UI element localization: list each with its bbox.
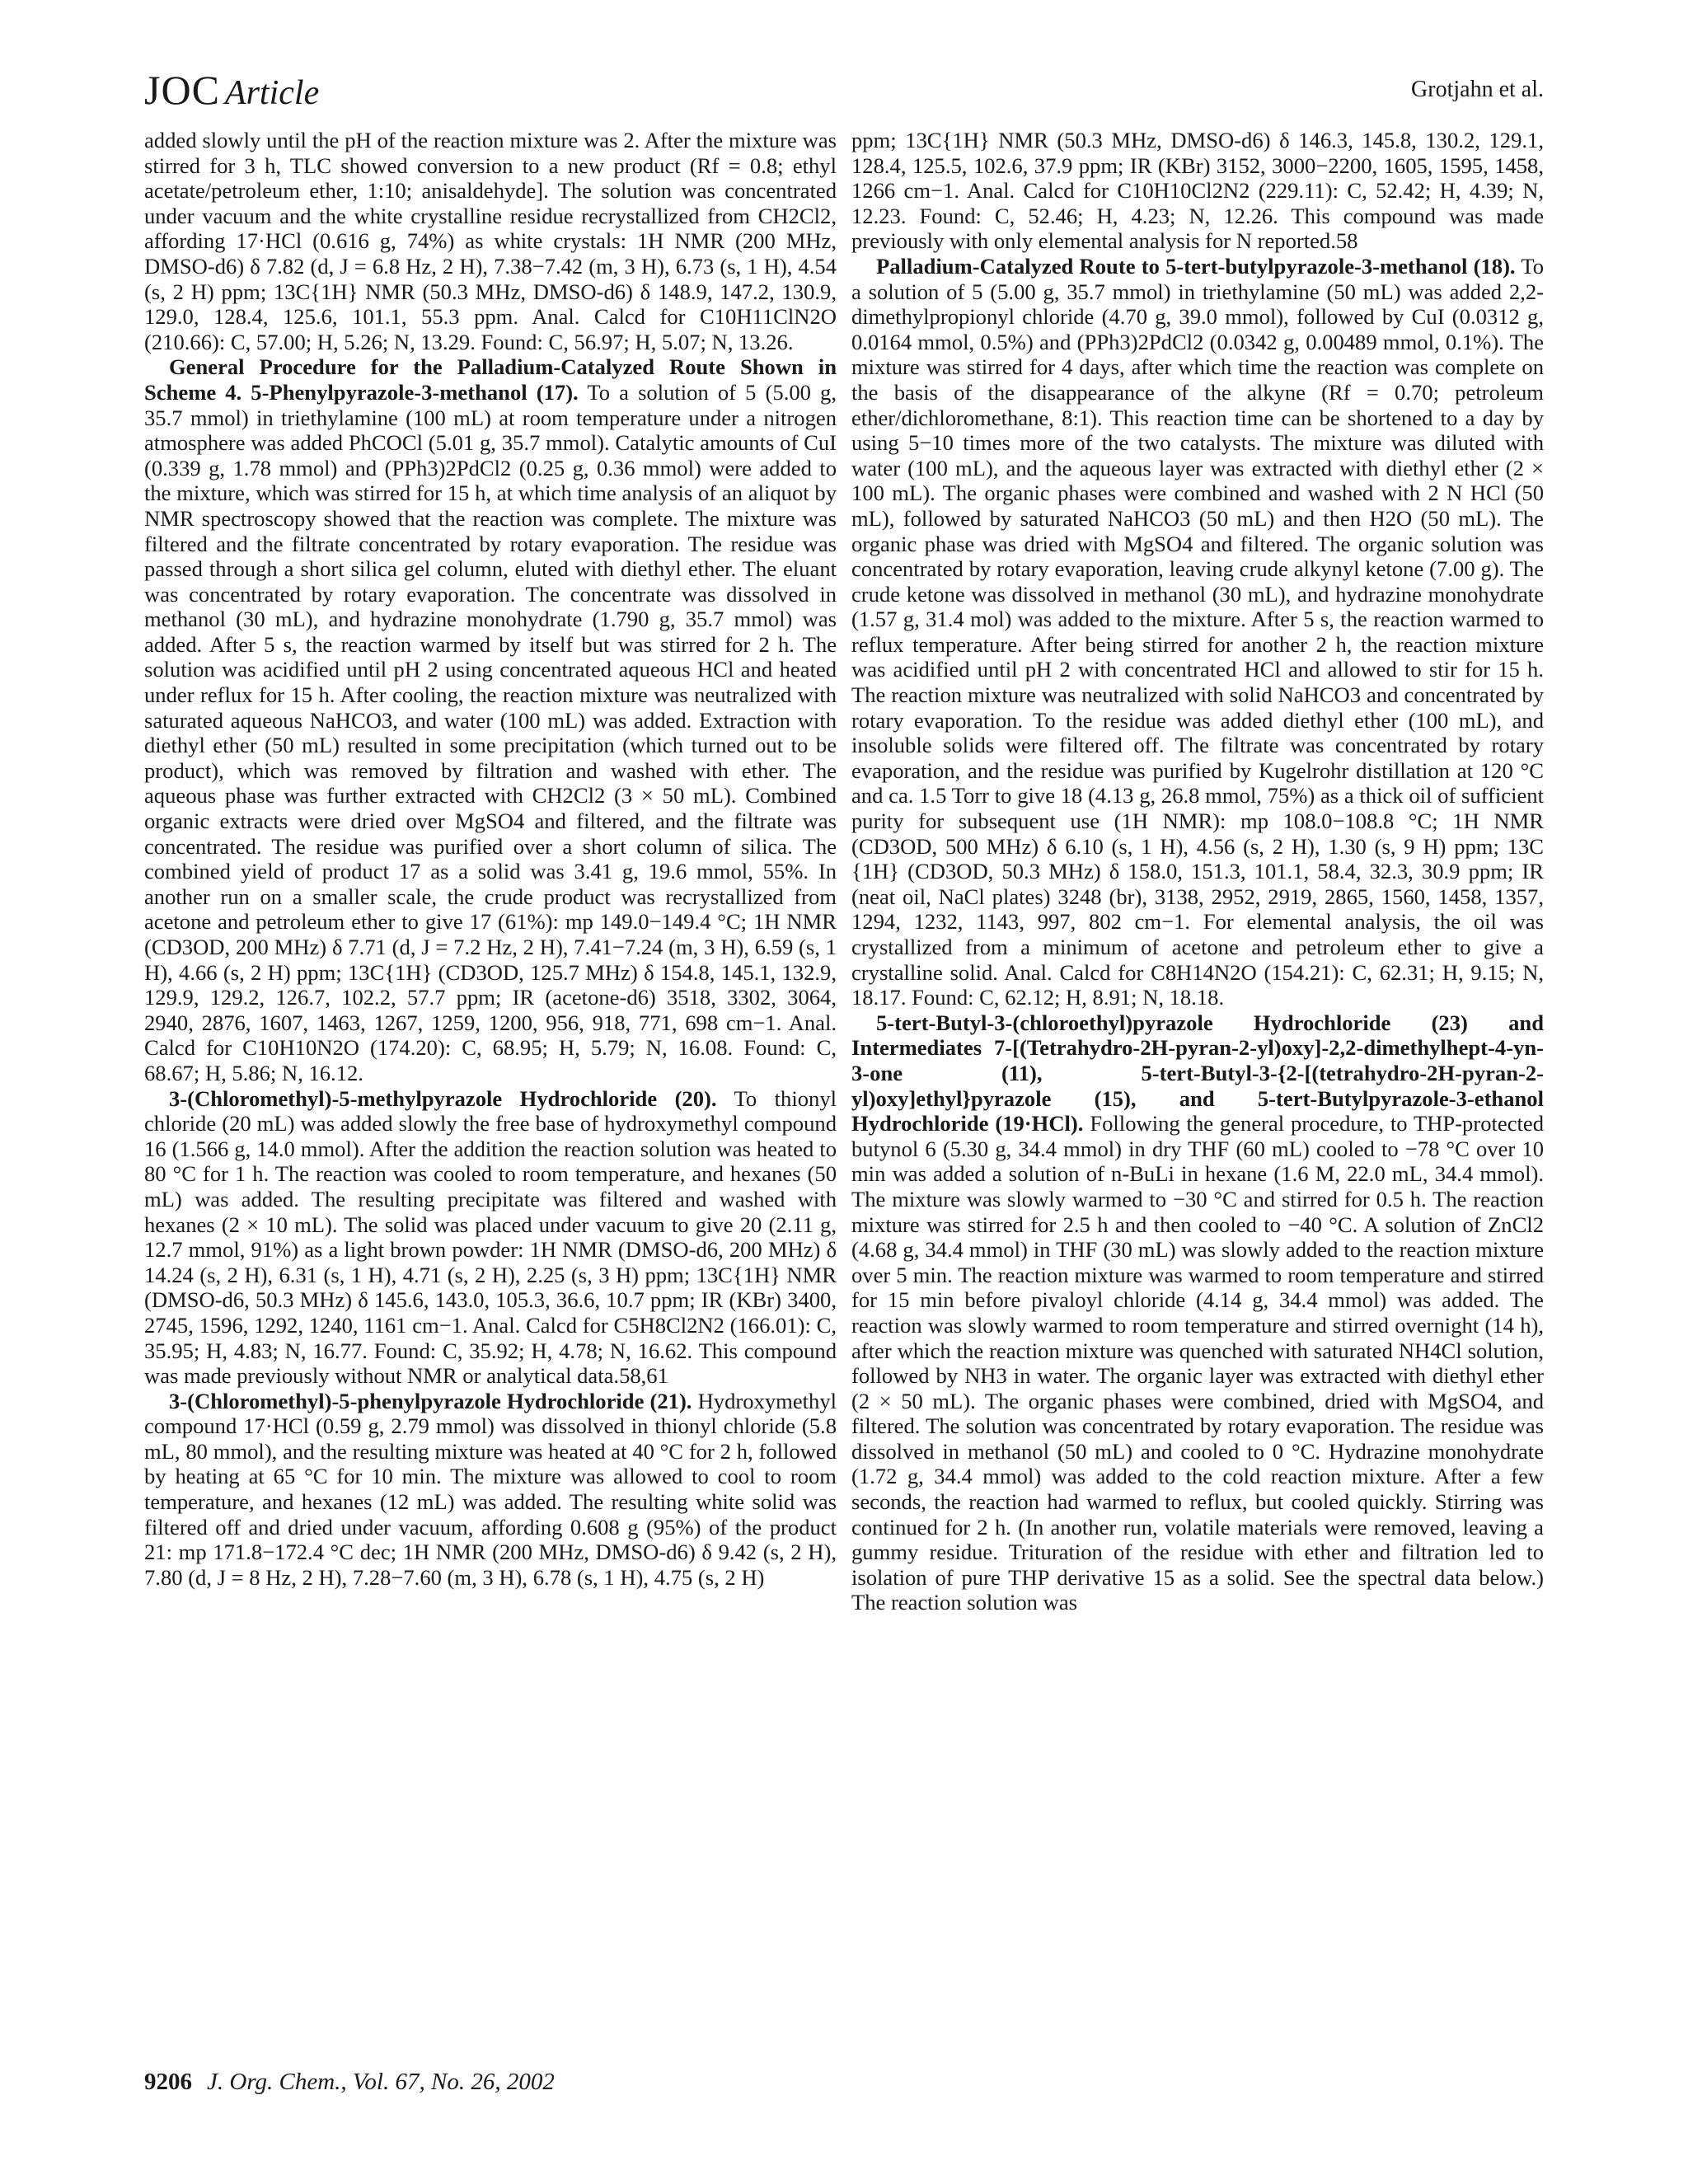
journal-header xyxy=(144,66,319,114)
page-footer xyxy=(144,2069,555,2096)
paragraph-compound-23 xyxy=(851,1010,1544,1615)
paragraph-heading: 3-(Chloromethyl)-5-phenylpyrazole Hydrochloride (21). xyxy=(169,1388,692,1413)
page-number: 9206 xyxy=(144,2069,192,2095)
paragraph-heading: General Procedure for the Palladium-Catalyzed Route Shown in Scheme 4. 5-Phenylpyrazole-3-methanol (17). xyxy=(144,354,837,405)
paragraph-heading: Palladium-Catalyzed Route to 5-tert-butylpyrazole-3-methanol (18). xyxy=(876,253,1516,279)
paragraph-compound-20 xyxy=(144,1086,837,1389)
right-column xyxy=(851,128,1544,1615)
continued-paragraph: added slowly until the pH of the reaction mixture was 2. After the mixture was stirred for 3 h, TLC showed conversion to a new product (Rf = 0.8; ethyl acetate/petroleum ether, 1:10; anisaldehyde]. The solution was concentrated under vacuum and the white crystalline residue recrystallized from CH2Cl2, affording 17·HCl (0.616 g, 74%) as white crystals: 1H NMR (200 MHz, DMSO-d6) δ 7.82 (d, J = 6.8 Hz, 2 H), 7.38−7.42 (m, 3 H), 6.73 (s, 1 H), 4.54 (s, 2 H) ppm; 13C{1H} NMR (50.3 MHz, DMSO-d6) δ 148.9, 147.2, 130.9, 129.0, 128.4, 125.6, 101.1, 55.3 ppm. Anal. Calcd for C10H11ClN2O (210.66): C, 57.00; H, 5.26; N, 13.29. Found: C, 56.97; H, 5.07; N, 13.26. xyxy=(144,128,837,354)
continued-paragraph: ppm; 13C{1H} NMR (50.3 MHz, DMSO-d6) δ 146.3, 145.8, 130.2, 129.1, 128.4, 125.5, 102.6, 37.9 ppm; IR (KBr) 3152, 3000−2200, 1605, 1595, 1458, 1266 cm−1. Anal. Calcd for C10H10Cl2N2 (229.11): C, 52.42; H, 4.39; N, 12.23. Found: C, 52.46; H, 4.23; N, 12.26. This compound was made previously with only elemental analysis for N reported.58 xyxy=(851,128,1544,254)
journal-citation: J. Org. Chem., Vol. 67, No. 26, 2002 xyxy=(207,2069,555,2095)
paragraph-body: To a solution of 5 (5.00 g, 35.7 mmol) in triethylamine (50 mL) was added 2,2-dimethylpropionyl chloride (4.70 g, 39.0 mmol), followed by CuI (0.0312 g, 0.0164 mmol, 0.5%) and (PPh3)2PdCl2 (0.0342 g, 0.00489 mmol, 0.1%). The mixture was stirred for 4 days, after which time the reaction was complete on the basis of the disappearance of the alkyne (Rf = 0.70; petroleum ether/dichloromethane, 8:1). This reaction time can be shortened to a day by using 5−10 times more of the two catalysts. The mixture was diluted with water (100 mL), and the aqueous layer was extracted with diethyl ether (2 × 100 mL). The organic phases were combined and washed with 2 N HCl (50 mL), followed by saturated NaHCO3 (50 mL) and then H2O (50 mL). The organic phase was dried with MgSO4 and filtered. The organic solution was concentrated by rotary evaporation, leaving crude alkynyl ketone (7.00 g). The crude ketone was dissolved in methanol (30 mL), and hydrazine monohydrate (1.57 g, 31.4 mol) was added to the mixture. After 5 s, the reaction warmed to reflux temperature. After being stirred for another 2 h, the reaction mixture was acidified until pH 2 with concentrated HCl and allowed to stir for 15 h. The reaction mixture was neutralized with solid NaHCO3 and concentrated by rotary evaporation. To the residue was added diethyl ether (100 mL), and insoluble solids were filtered off. The filtrate was concentrated by rotary evaporation, and the residue was purified by Kugelrohr distillation at 120 °C and ca. 1.5 Torr to give 18 (4.13 g, 26.8 mmol, 75%) as a thick oil of sufficient purity for subsequent use (1H NMR): mp 108.0−108.8 °C; 1H NMR (CD3OD, 500 MHz) δ 6.10 (s, 1 H), 4.56 (s, 2 H), 1.30 (s, 9 H) ppm; 13C {1H} (CD3OD, 50.3 MHz) δ 158.0, 151.3, 101.1, 58.4, 32.3, 30.9 ppm; IR (neat oil, NaCl plates) 3248 (br), 3138, 2952, 2919, 2865, 1560, 1458, 1357, 1294, 1232, 1143, 997, 802 cm−1. For elemental analysis, the oil was crystallized from a minimum of acetone and petroleum ether to give a crystalline solid. Anal. Calcd for C8H14N2O (154.21): C, 62.31; H, 9.15; N, 18.17. Found: C, 62.12; H, 8.91; N, 18.18. xyxy=(851,253,1545,1010)
paragraph-body: Hydroxymethyl compound 17·HCl (0.59 g, 2.79 mmol) was dissolved in thionyl chloride (5.8 mL, 80 mmol), and the resulting mixture was heated at 40 °C for 2 h, followed by heating at 65 °C for 10 min. The mixture was allowed to cool to room temperature, and hexanes (12 mL) was added. The resulting white solid was filtered off and dried under vacuum, affording 0.608 g (95%) of the product 21: mp 171.8−172.4 °C dec; 1H NMR (200 MHz, DMSO-d6) δ 9.42 (s, 2 H), 7.80 (d, J = 8 Hz, 2 H), 7.28−7.60 (m, 3 H), 6.78 (s, 1 H), 4.75 (s, 2 H) xyxy=(144,1388,837,1590)
running-authors: Grotjahn et al. xyxy=(1411,77,1544,102)
paragraph-heading: 3-(Chloromethyl)-5-methylpyrazole Hydrochloride (20). xyxy=(169,1085,717,1111)
paragraph-body: To a solution of 5 (5.00 g, 35.7 mmol) in triethylamine (100 mL) at room temperature under a nitrogen atmosphere was added PhCOCl (5.01 g, 35.7 mmol). Catalytic amounts of CuI (0.339 g, 1.78 mmol) and (PPh3)2PdCl2 (0.25 g, 0.36 mmol) were added to the mixture, which was stirred for 15 h, at which time analysis of an aliquot by NMR spectroscopy showed that the reaction was complete. The mixture was filtered and the filtrate concentrated by rotary evaporation. The residue was passed through a short silica gel column, eluted with diethyl ether. The eluant was concentrated by rotary evaporation. The concentrate was dissolved in methanol (30 mL), and hydrazine monohydrate (1.790 g, 35.7 mmol) was added. After 5 s, the reaction warmed by itself but was stirred for 2 h. The solution was acidified until pH 2 using concentrated aqueous HCl and heated under reflux for 15 h. After cooling, the reaction mixture was neutralized with saturated aqueous NaHCO3, and water (100 mL) was added. Extraction with diethyl ether (50 mL) resulted in some precipitation (which turned out to be product), which was removed by filtration and washed with ether. The aqueous phase was further extracted with CH2Cl2 (3 × 50 mL). Combined organic extracts were dried over MgSO4 and filtered, and the filtrate was concentrated. The residue was purified over a short column of silica. The combined yield of product 17 as a solid was 3.41 g, 19.6 mmol, 55%. In another run on a smaller scale, the crude product was recrystallized from acetone and petroleum ether to give 17 (61%): mp 149.0−149.4 °C; 1H NMR (CD3OD, 200 MHz) δ 7.71 (d, J = 7.2 Hz, 2 H), 7.41−7.24 (m, 3 H), 6.59 (s, 1 H), 4.66 (s, 2 H) ppm; 13C{1H} (CD3OD, 125.7 MHz) δ 154.8, 145.1, 132.9, 129.9, 129.2, 126.7, 102.2, 57.7 ppm; IR (acetone-d6) 3518, 3302, 3064, 2940, 2876, 1607, 1463, 1267, 1259, 1200, 956, 918, 771, 698 cm−1. Anal. Calcd for C10H10N2O (174.20): C, 68.95; H, 5.79; N, 16.08. Found: C, 68.67; H, 5.86; N, 16.12. xyxy=(144,379,837,1085)
paragraph-heading: 5-tert-Butyl-3-(chloroethyl)pyrazole Hydrochloride (23) and Intermediates 7-[(Tetrahydro-2H-pyran-2-yl)oxy]-2,2-dimethylhept-4-yn-3-one (11), 5-tert-Butyl-3-{2-[(tetrahydro-2H-pyran-2-yl)oxy]ethyl}pyrazole (15), and 5-tert-Butylpyrazole-3-ethanol Hydrochloride (19·HCl). xyxy=(851,1010,1544,1137)
paragraph-body: To thionyl chloride (20 mL) was added slowly the free base of hydroxymethyl compound 16 (1.566 g, 14.0 mmol). After the addition the reaction solution was heated to 80 °C for 1 h. The reaction was cooled to room temperature, and hexanes (50 mL) was added. The resulting precipitate was filtered and washed with hexanes (2 × 10 mL). The solid was placed under vacuum to give 20 (2.11 g, 12.7 mmol, 91%) as a light brown powder: 1H NMR (DMSO-d6, 200 MHz) δ 14.24 (s, 2 H), 6.31 (s, 1 H), 4.71 (s, 2 H), 2.25 (s, 3 H) ppm; 13C{1H} NMR (DMSO-d6, 50.3 MHz) δ 145.6, 143.0, 105.3, 36.6, 10.7 ppm; IR (KBr) 3400, 2745, 1596, 1292, 1240, 1161 cm−1. Anal. Calcd for C5H8Cl2N2 (166.01): C, 35.95; H, 4.83; N, 16.77. Found: C, 35.92; H, 4.78; N, 16.62. This compound was made previously without NMR or analytical data.58,61 xyxy=(144,1085,837,1389)
section-label: Article xyxy=(224,74,320,112)
paragraph-body: Following the general procedure, to THP-protected butynol 6 (5.30 g, 34.4 mmol) in dry THF (60 mL) cooled to −78 °C over 10 min was added a solution of n-BuLi in hexane (1.6 M, 22.0 mL, 34.4 mmol). The mixture was slowly warmed to −30 °C and stirred for 0.5 h. The reaction mixture was stirred for 2.5 h and then cooled to −40 °C. A solution of ZnCl2 (4.68 g, 34.4 mmol) in THF (30 mL) was slowly added to the reaction mixture over 5 min. The reaction mixture was warmed to room temperature and stirred for 15 min before pivaloyl chloride (4.14 g, 34.4 mmol) was added. The reaction was slowly warmed to room temperature and stirred overnight (14 h), after which the reaction mixture was quenched with saturated NH4Cl solution, followed by NH3 in water. The organic layer was extracted with diethyl ether (2 × 50 mL). The organic phases were combined, dried with MgSO4, and filtered. The solution was concentrated by rotary evaporation. The residue was dissolved in methanol (50 mL) and cooled to 0 °C. Hydrazine monohydrate (1.72 g, 34.4 mmol) was added to the cold reaction mixture. After a few seconds, the reaction had warmed to reflux, but cooled quickly. Stirring was continued for 2 h. (In another run, volatile materials were removed, leaving a gummy residue. Trituration of the residue with ether and filtration led to isolation of pure THP derivative 15 as a solid. See the spectral data below.) The reaction solution was xyxy=(851,1111,1544,1615)
journal-logo: JOC xyxy=(144,67,220,113)
paragraph-compound-21 xyxy=(144,1389,837,1591)
left-column xyxy=(144,128,837,1590)
paragraph-general-procedure xyxy=(144,354,837,1085)
paragraph-compound-18 xyxy=(851,254,1544,1010)
